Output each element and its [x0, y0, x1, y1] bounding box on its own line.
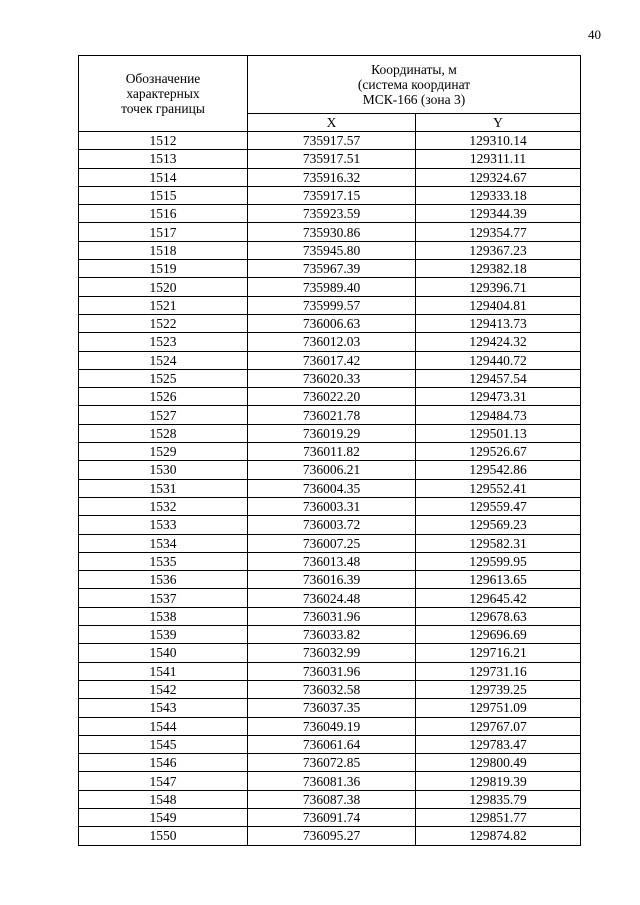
coordinates-table [78, 55, 581, 846]
page-number: 40 [588, 27, 601, 42]
header-row [79, 56, 581, 114]
point-cell: 1523 [79, 333, 248, 351]
point-cell: 1527 [79, 406, 248, 424]
y-cell: 129751.09 [416, 699, 581, 717]
table-row [79, 186, 581, 204]
x-cell: 736006.21 [248, 461, 416, 479]
y-cell: 129526.67 [416, 443, 581, 461]
y-cell: 129424.32 [416, 333, 581, 351]
x-cell: 736081.36 [248, 772, 416, 790]
table-row [79, 278, 581, 296]
x-cell: 736003.31 [248, 497, 416, 515]
table-row [79, 717, 581, 735]
table-row [79, 571, 581, 589]
header-point-designation [79, 56, 248, 132]
y-cell: 129310.14 [416, 132, 581, 150]
header-x: X [248, 114, 416, 132]
x-cell: 736032.58 [248, 680, 416, 698]
table-row [79, 772, 581, 790]
x-cell: 736003.72 [248, 516, 416, 534]
point-cell: 1529 [79, 443, 248, 461]
y-cell: 129874.82 [416, 827, 581, 845]
table-row [79, 406, 581, 424]
point-cell: 1512 [79, 132, 248, 150]
table-row [79, 589, 581, 607]
table-row [79, 388, 581, 406]
y-cell: 129851.77 [416, 808, 581, 826]
y-cell: 129344.39 [416, 205, 581, 223]
table-row [79, 461, 581, 479]
y-cell: 129404.81 [416, 296, 581, 314]
point-cell: 1515 [79, 186, 248, 204]
x-cell: 735916.32 [248, 168, 416, 186]
table-row [79, 241, 581, 259]
point-cell: 1530 [79, 461, 248, 479]
point-cell: 1548 [79, 790, 248, 808]
y-cell: 129731.16 [416, 662, 581, 680]
x-cell: 736011.82 [248, 443, 416, 461]
x-cell: 736095.27 [248, 827, 416, 845]
y-cell: 129716.21 [416, 644, 581, 662]
x-cell: 736004.35 [248, 479, 416, 497]
table-row [79, 735, 581, 753]
y-cell: 129645.42 [416, 589, 581, 607]
y-cell: 129800.49 [416, 754, 581, 772]
x-cell: 736017.42 [248, 351, 416, 369]
y-cell: 129569.23 [416, 516, 581, 534]
point-cell: 1525 [79, 369, 248, 387]
y-cell: 129819.39 [416, 772, 581, 790]
y-cell: 129559.47 [416, 497, 581, 515]
header-coordinates [248, 56, 581, 114]
x-cell: 736012.03 [248, 333, 416, 351]
y-cell: 129613.65 [416, 571, 581, 589]
x-cell: 736061.64 [248, 735, 416, 753]
point-cell: 1513 [79, 150, 248, 168]
point-cell: 1540 [79, 644, 248, 662]
x-cell: 736013.48 [248, 552, 416, 570]
point-cell: 1518 [79, 241, 248, 259]
table-row [79, 314, 581, 332]
y-cell: 129354.77 [416, 223, 581, 241]
x-cell: 736033.82 [248, 626, 416, 644]
point-cell: 1534 [79, 534, 248, 552]
point-cell: 1545 [79, 735, 248, 753]
y-cell: 129473.31 [416, 388, 581, 406]
table-row [79, 827, 581, 845]
x-cell: 735967.39 [248, 260, 416, 278]
point-cell: 1542 [79, 680, 248, 698]
y-cell: 129739.25 [416, 680, 581, 698]
y-cell: 129783.47 [416, 735, 581, 753]
table-row [79, 662, 581, 680]
point-cell: 1532 [79, 497, 248, 515]
y-cell: 129333.18 [416, 186, 581, 204]
y-cell: 129767.07 [416, 717, 581, 735]
x-cell: 735923.59 [248, 205, 416, 223]
table-row [79, 260, 581, 278]
x-cell: 736019.29 [248, 424, 416, 442]
x-cell: 736021.78 [248, 406, 416, 424]
table-row [79, 754, 581, 772]
table-row [79, 680, 581, 698]
table-row [79, 333, 581, 351]
x-cell: 736022.20 [248, 388, 416, 406]
point-cell: 1522 [79, 314, 248, 332]
y-cell: 129457.54 [416, 369, 581, 387]
point-cell: 1524 [79, 351, 248, 369]
y-cell: 129696.69 [416, 626, 581, 644]
point-cell: 1541 [79, 662, 248, 680]
x-cell: 735917.51 [248, 150, 416, 168]
x-cell: 735945.80 [248, 241, 416, 259]
x-cell: 736006.63 [248, 314, 416, 332]
point-cell: 1528 [79, 424, 248, 442]
point-cell: 1547 [79, 772, 248, 790]
x-cell: 735917.57 [248, 132, 416, 150]
y-cell: 129484.73 [416, 406, 581, 424]
y-cell: 129367.23 [416, 241, 581, 259]
point-cell: 1517 [79, 223, 248, 241]
x-cell: 736032.99 [248, 644, 416, 662]
table-row [79, 552, 581, 570]
point-cell: 1514 [79, 168, 248, 186]
header-y: Y [416, 114, 581, 132]
x-cell: 736024.48 [248, 589, 416, 607]
table-row [79, 808, 581, 826]
table-row [79, 351, 581, 369]
point-cell: 1536 [79, 571, 248, 589]
x-cell: 736031.96 [248, 607, 416, 625]
table-row [79, 424, 581, 442]
x-cell: 735930.86 [248, 223, 416, 241]
table-row [79, 205, 581, 223]
point-cell: 1550 [79, 827, 248, 845]
point-cell: 1526 [79, 388, 248, 406]
x-cell: 736091.74 [248, 808, 416, 826]
point-cell: 1533 [79, 516, 248, 534]
y-cell: 129542.86 [416, 461, 581, 479]
y-cell: 129382.18 [416, 260, 581, 278]
point-cell: 1539 [79, 626, 248, 644]
x-cell: 735989.40 [248, 278, 416, 296]
table-row [79, 132, 581, 150]
table-row [79, 443, 581, 461]
x-cell: 736087.38 [248, 790, 416, 808]
table-row [79, 644, 581, 662]
y-cell: 129440.72 [416, 351, 581, 369]
table-row [79, 790, 581, 808]
x-cell: 736031.96 [248, 662, 416, 680]
point-cell: 1537 [79, 589, 248, 607]
table-row [79, 369, 581, 387]
y-cell: 129324.67 [416, 168, 581, 186]
table-body [79, 132, 581, 846]
point-cell: 1535 [79, 552, 248, 570]
table-row [79, 479, 581, 497]
x-cell: 736037.35 [248, 699, 416, 717]
table-row [79, 534, 581, 552]
y-cell: 129552.41 [416, 479, 581, 497]
y-cell: 129396.71 [416, 278, 581, 296]
header-coordinates-text: Координаты, м (система координат МСК-166 (зона 3) [357, 62, 471, 108]
x-cell: 736007.25 [248, 534, 416, 552]
point-cell: 1521 [79, 296, 248, 314]
x-cell: 735917.15 [248, 186, 416, 204]
table-row [79, 168, 581, 186]
point-cell: 1531 [79, 479, 248, 497]
table-row [79, 699, 581, 717]
x-cell: 736049.19 [248, 717, 416, 735]
y-cell: 129582.31 [416, 534, 581, 552]
point-cell: 1519 [79, 260, 248, 278]
table-row [79, 626, 581, 644]
x-cell: 735999.57 [248, 296, 416, 314]
point-cell: 1546 [79, 754, 248, 772]
table-row [79, 296, 581, 314]
y-cell: 129678.63 [416, 607, 581, 625]
x-cell: 736016.39 [248, 571, 416, 589]
point-cell: 1516 [79, 205, 248, 223]
table-row [79, 607, 581, 625]
y-cell: 129599.95 [416, 552, 581, 570]
y-cell: 129413.73 [416, 314, 581, 332]
x-cell: 736020.33 [248, 369, 416, 387]
point-cell: 1549 [79, 808, 248, 826]
table-row [79, 150, 581, 168]
y-cell: 129311.11 [416, 150, 581, 168]
x-cell: 736072.85 [248, 754, 416, 772]
y-cell: 129835.79 [416, 790, 581, 808]
header-point-designation-text: Обозначение характерных точек границы [121, 71, 205, 116]
point-cell: 1520 [79, 278, 248, 296]
point-cell: 1538 [79, 607, 248, 625]
point-cell: 1544 [79, 717, 248, 735]
point-cell: 1543 [79, 699, 248, 717]
table-row [79, 516, 581, 534]
y-cell: 129501.13 [416, 424, 581, 442]
table-header [79, 56, 581, 132]
table-row [79, 497, 581, 515]
table-row [79, 223, 581, 241]
